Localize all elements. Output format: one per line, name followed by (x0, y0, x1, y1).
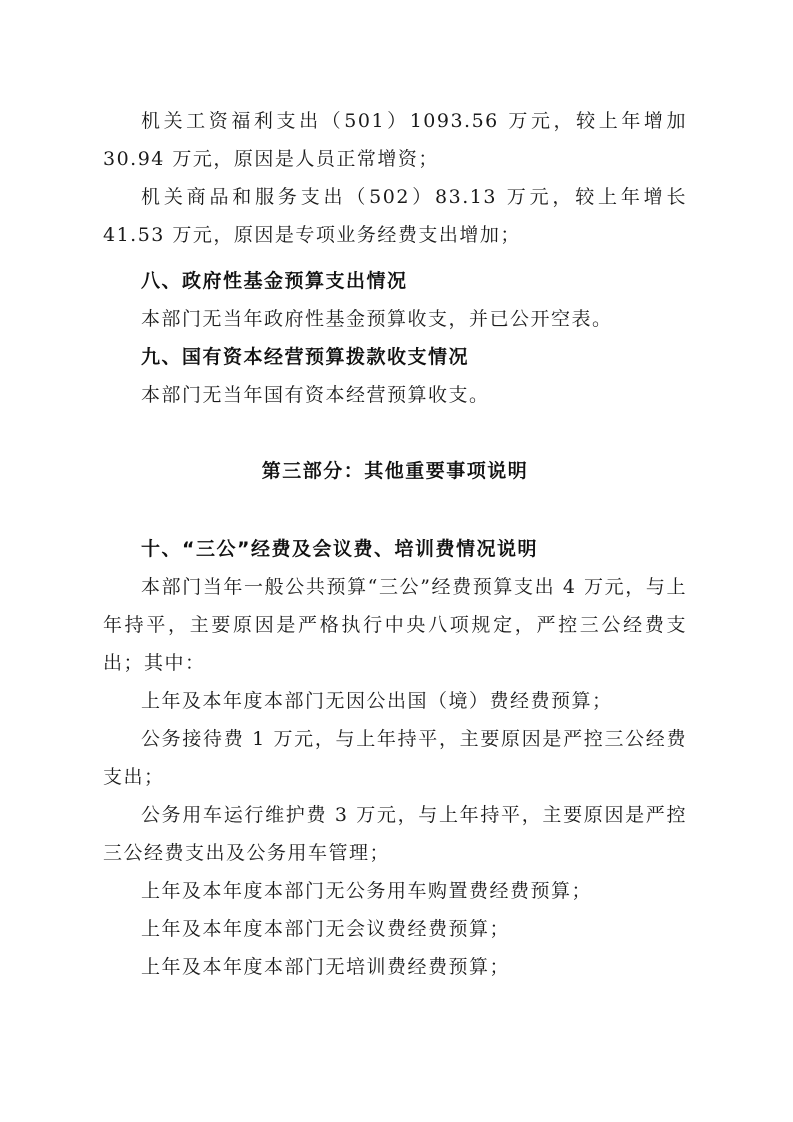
section-10 (103, 530, 687, 986)
section-9-text: 本部门无当年国有资本经营预算收支。 (141, 384, 490, 406)
section-8-heading: 八、政府性基金预算支出情况 (141, 270, 408, 292)
section-10-paragraph-4: 公务用车运行维护费 3 万元，与上年持平，主要原因是严控三公经费支出及公务用车管理； (103, 804, 687, 864)
top-paragraphs (103, 102, 687, 254)
paragraph-goods-services: 机关商品和服务支出（502）83.13 万元，较上年增长 41.53 万元，原因是专项业务经费支出增加； (103, 186, 687, 246)
section-10-paragraph-7: 上年及本年度本部门无培训费经费预算； (141, 956, 511, 978)
section-8 (103, 262, 687, 338)
section-8-text: 本部门无当年政府性基金预算收支，并已公开空表。 (141, 308, 613, 330)
section-10-paragraph-1: 本部门当年一般公共预算“三公”经费预算支出 4 万元，与上年持平，主要原因是严格执行中央八项规定，严控三公经费支出；其中： (103, 576, 687, 674)
part-3-title-block (103, 452, 687, 490)
section-10-paragraph-2: 上年及本年度本部门无因公出国（境）费经费预算； (141, 690, 613, 712)
section-10-heading: 十、“三公”经费及会议费、培训费情况说明 (141, 538, 538, 560)
section-10-paragraph-3: 公务接待费 1 万元，与上年持平，主要原因是严控三公经费支出； (103, 728, 687, 788)
section-9-heading: 九、国有资本经营预算拨款收支情况 (141, 346, 470, 368)
section-10-paragraph-6: 上年及本年度本部门无会议费经费预算； (141, 918, 511, 940)
section-9 (103, 338, 687, 414)
part-3-title: 第三部分：其他重要事项说明 (261, 460, 529, 482)
section-10-paragraph-5: 上年及本年度本部门无公务用车购置费经费预算； (141, 880, 593, 902)
paragraph-wages: 机关工资福利支出（501）1093.56 万元，较上年增加 30.94 万元，原因是人员正常增资； (103, 110, 687, 170)
